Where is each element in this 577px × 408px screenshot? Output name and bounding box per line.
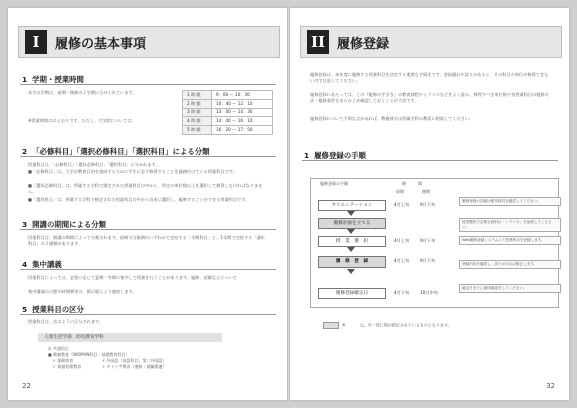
column-header: 期 間 xyxy=(402,181,422,186)
body-text: ■「選択科目」は、所属する学科で指定された授業科目の中から自由に選択し、履修することができる授業科目です。 xyxy=(28,197,250,202)
body-text: 授業科目は、「必修科目」「選択必修科目」「選択科目」に分かれます。 xyxy=(28,162,160,167)
body-text: 本学の学期は、前期・後期の２学期に分けられています。 xyxy=(28,90,137,95)
legend-swatch xyxy=(323,322,339,329)
flow-note: 授業選択で必要な資料は「シラバス」を参照してください。 xyxy=(459,218,561,232)
section-heading: 1 学期・授業時間 xyxy=(22,75,84,84)
flow-note: 登録内容を確認し、誤りがあれば修正します。 xyxy=(459,260,561,269)
body-text: 履修登録にあたっては、この『履修の手引き』の教育課程やシラバスなどをよく読み、修得すべき単位数や各授業科目の履修方法・履修条件をあらかじめ確認しておくことが大切です。 xyxy=(310,92,549,104)
list-item: ■ 教養教育（WOMAN科目・基礎教育科目） xyxy=(48,352,130,357)
section-heading: 4 集中講義 xyxy=(22,260,62,269)
table-row: 3 時 限 13：00 〜 14：30 xyxy=(183,108,273,117)
flow-note: 履修登録の詳細は配布資料を確認してください。 xyxy=(459,197,561,206)
department-label: 人間生活学部 幼児教育学科 xyxy=(38,333,222,342)
right-page: II 履修登録 履修登録は、本年度に履修する授業科目を決定する重要な手続きです。登録漏れや誤りがあると、その科目の単位が修得できないので注意してください。 履修登録にあたっては、この『履修の手引き』の教育課程やシラバスなどをよく読み、修得すべき単位数や各授業科目の履修方法・履修条件をあらかじめ確認しておくことが大切です。 履修登録について不明な点があれば、教務課又は所属学科の教員に相談してください。 1 履修登録の手順 履修登録の手順 期 間 前期 後期 オリエンテーション 4月上旬 9月下旬 履修計画を立てる 授 業 選 択 4月上旬 9月下旬 履 修 登 録 4月上旬 9月下旬 履修登録確定日 4月下旬 10月中旬 履修登録の詳細は配布資料を確認してください。 授業選択で必要な資料は「シラバス」を参照してください。 Web履修登録システムにて授業科目を登録します。 登録内容を確認し、誤りがあれば修正します。 確定日までに最終確認をしてください。 ※ は、年一律に期が指定されているものとなります。 32 xyxy=(290,8,569,400)
body-text: 授業科目は、次のように区分されます。 xyxy=(28,319,104,324)
table-row: 2 時 限 10：40 〜 12：10 xyxy=(183,99,273,108)
page-number: 32 xyxy=(546,382,555,390)
page-number: 22 xyxy=(22,382,31,390)
arrow-down-icon xyxy=(347,229,355,234)
section-divider xyxy=(20,229,276,230)
table-row: 5 時 限 16：20 〜 17：50 xyxy=(183,126,273,135)
legend-note: ※ は、年一律に期が指定されているものとなります。 xyxy=(320,322,452,329)
table-row: 1 時 限 9：00 〜 10：30 xyxy=(183,91,273,100)
section-divider xyxy=(20,314,276,315)
chapter-title: 履修の基本事項 xyxy=(55,37,147,52)
list-item: ＊ 情報処理教育 ＊ キャリア教育（進路・就職関連） xyxy=(48,364,167,369)
table-row: 4 時 限 14：40 〜 16：10 xyxy=(183,117,273,126)
body-text: ※授業時間はのとおりです。ただし、大学院については、 xyxy=(28,118,136,123)
arrow-down-icon xyxy=(347,247,355,252)
section-heading: 1 履修登録の手順 xyxy=(304,151,366,160)
section-divider xyxy=(302,160,558,161)
flow-step-course-selection: 授 業 選 択 xyxy=(318,236,386,247)
section-heading: 5 授業科目の区分 xyxy=(22,305,84,314)
chapter-number: I xyxy=(25,30,47,54)
flow-step-registration: 履 修 登 録 xyxy=(318,256,386,268)
section-heading: 2 「必修科目」「選択必修科目」「選択科目」による分類 xyxy=(22,147,210,156)
section-divider xyxy=(20,269,276,270)
arrow-down-icon xyxy=(347,211,355,216)
chapter-header xyxy=(300,26,562,58)
section-heading: 3 開講の期間による分類 xyxy=(22,220,107,229)
chapter-number: II xyxy=(307,30,329,54)
flow-step-confirmation: 履修登録確定日 xyxy=(318,288,386,299)
class-timetable xyxy=(182,90,273,135)
flow-note: 確定日までに最終確認をしてください。 xyxy=(459,284,561,293)
column-header: 後期 xyxy=(422,189,430,194)
left-page xyxy=(8,8,287,400)
flow-note: Web履修登録システムにて授業科目を登録します。 xyxy=(459,236,561,245)
body-text: 授業科目は、開講の期間によって分類されます。前期又は後期のいずれかで完結する「半期科目」と、1年間で完結する「通年科目」の２種類があります。 xyxy=(28,235,265,247)
section-divider xyxy=(20,84,276,85)
chapter-title: 履修登録 xyxy=(337,37,390,52)
flow-step-plan: 履修計画を立てる xyxy=(318,218,386,229)
body-text: 履修登録について不明な点があれば、教務課又は所属学科の教員に相談してください。 xyxy=(310,116,474,121)
body-text: ■「必修科目」は、大学が教育目的を達成するために学生に必ず修得することを義務付けている授業科目です。 xyxy=(28,169,237,174)
arrow-down-icon xyxy=(347,269,355,274)
section-divider xyxy=(20,156,276,157)
chapter-header xyxy=(18,26,280,58)
list-item: ① 共通科目 xyxy=(48,346,69,351)
body-text: ■「選択必修科目」は、所属する学科で指定された授業科目の中から、所定の単位数以上を選択して修得しなければなりません。 xyxy=(28,183,263,195)
body-text: 履修登録は、本年度に履修する授業科目を決定する重要な手続きです。登録漏れや誤りがあると、その科目の単位が修得できないので注意してください。 xyxy=(310,72,549,84)
column-header: 履修登録の手順 xyxy=(320,181,348,186)
flow-step-orientation: オリエンテーション xyxy=(318,200,386,211)
list-item: ＊ 保健体育 ＊ 外国語（英語科目、第二外国語） xyxy=(48,358,167,363)
body-text: 集中講義の日程や時間割等は、掲示板により連絡します。 xyxy=(28,289,137,294)
body-text: 授業科目によっては、必要に応じて夏期・冬期に集中して授業を行うことがあります。履修、試験などについて xyxy=(28,275,237,280)
column-header: 前期 xyxy=(396,189,404,194)
